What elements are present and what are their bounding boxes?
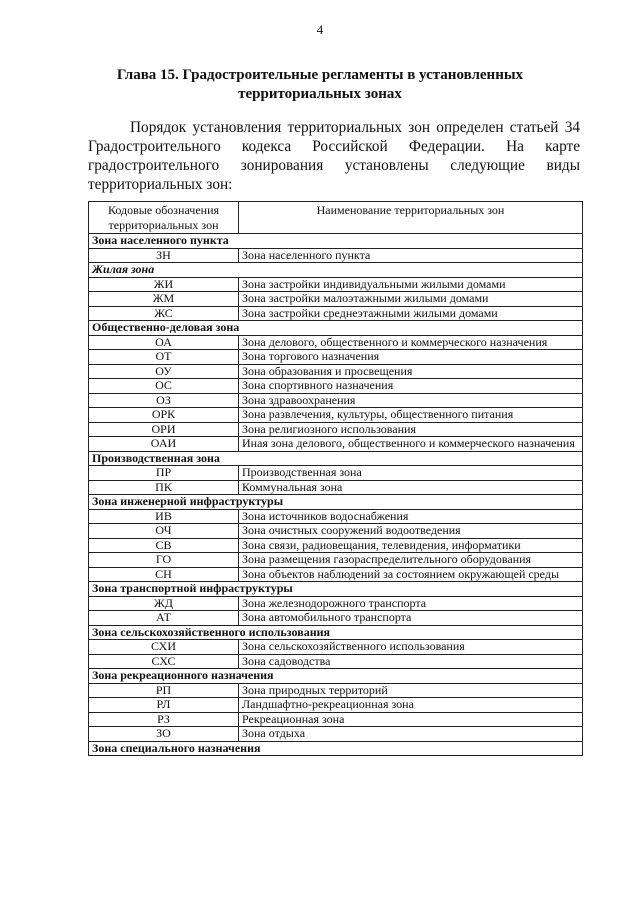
table-row bbox=[89, 640, 583, 655]
table-header-row bbox=[89, 202, 583, 234]
zone-name: Зона застройки среднеэтажными жилыми домами bbox=[239, 306, 583, 321]
zone-code: ЖМ bbox=[89, 292, 239, 307]
zone-code: ЖС bbox=[89, 306, 239, 321]
zone-code: РЗ bbox=[89, 712, 239, 727]
table-row bbox=[89, 350, 583, 365]
zone-name: Коммунальная зона bbox=[239, 480, 583, 495]
zone-name: Иная зона делового, общественного и коммерческого назначения bbox=[239, 437, 583, 452]
table-row bbox=[89, 596, 583, 611]
zone-code: ПК bbox=[89, 480, 239, 495]
zone-group-row bbox=[89, 741, 583, 756]
zone-code: ЖИ bbox=[89, 277, 239, 292]
chapter-title-line-2: территориальных зонах bbox=[238, 86, 402, 102]
table-row bbox=[89, 524, 583, 539]
zone-name: Зона делового, общественного и коммерческого назначения bbox=[239, 335, 583, 350]
zone-name: Зона объектов наблюдений за состоянием окружающей среды bbox=[239, 567, 583, 582]
zone-name: Зона религиозного использования bbox=[239, 422, 583, 437]
table-row bbox=[89, 306, 583, 321]
zone-name: Зона застройки индивидуальными жилыми домами bbox=[239, 277, 583, 292]
zone-code: ОТ bbox=[89, 350, 239, 365]
table-row bbox=[89, 567, 583, 582]
zone-code: ОЗ bbox=[89, 393, 239, 408]
table-row bbox=[89, 422, 583, 437]
zone-code: ИВ bbox=[89, 509, 239, 524]
zone-name: Зона застройки малоэтажными жилыми домами bbox=[239, 292, 583, 307]
zone-code: ПР bbox=[89, 466, 239, 481]
zone-name: Зона очистных сооружений водоотведения bbox=[239, 524, 583, 539]
zone-code: ОАИ bbox=[89, 437, 239, 452]
table-row bbox=[89, 437, 583, 452]
table-row bbox=[89, 538, 583, 553]
zone-name: Зона развлечения, культуры, общественного питания bbox=[239, 408, 583, 423]
zone-code: РЛ bbox=[89, 698, 239, 713]
zone-code: ЗН bbox=[89, 248, 239, 263]
header-name: Наименование территориальных зон bbox=[239, 202, 583, 234]
table-row bbox=[89, 466, 583, 481]
zone-name: Зона отдыха bbox=[239, 727, 583, 742]
table-row bbox=[89, 712, 583, 727]
zone-group-row bbox=[89, 234, 583, 249]
zone-name: Зона сельскохозяйственного использования bbox=[239, 640, 583, 655]
zone-name: Зона населенного пункта bbox=[239, 248, 583, 263]
intro-paragraph bbox=[88, 118, 580, 194]
zone-group-row bbox=[89, 495, 583, 510]
zone-name: Зона здравоохранения bbox=[239, 393, 583, 408]
zone-name: Зона природных территорий bbox=[239, 683, 583, 698]
table-row bbox=[89, 480, 583, 495]
zone-group-title: Зона инженерной инфраструктуры bbox=[89, 495, 583, 510]
table-row bbox=[89, 335, 583, 350]
zone-name: Зона спортивного назначения bbox=[239, 379, 583, 394]
table-row bbox=[89, 408, 583, 423]
zone-name: Производственная зона bbox=[239, 466, 583, 481]
zone-group-title: Общественно-деловая зона bbox=[89, 321, 583, 336]
zone-code: АТ bbox=[89, 611, 239, 626]
intro-text: Порядок установления территориальных зон определен статьей 34 Градостроительного кодекса Российской Федерации. На карте градостроительного зонирования установлены следующие виды территориальных зон: bbox=[88, 119, 580, 193]
zone-code: РП bbox=[89, 683, 239, 698]
table-row bbox=[89, 277, 583, 292]
table-row bbox=[89, 292, 583, 307]
zone-name: Ландшафтно-рекреационная зона bbox=[239, 698, 583, 713]
zone-code: ОА bbox=[89, 335, 239, 350]
zone-group-title: Зона специального назначения bbox=[89, 741, 583, 756]
table-row bbox=[89, 727, 583, 742]
zone-code: ОС bbox=[89, 379, 239, 394]
zone-group-title: Зона сельскохозяйственного использования bbox=[89, 625, 583, 640]
zone-code: ОЧ bbox=[89, 524, 239, 539]
zone-group-row bbox=[89, 321, 583, 336]
zone-group-title: Производственная зона bbox=[89, 451, 583, 466]
zone-code: СХИ bbox=[89, 640, 239, 655]
table-row bbox=[89, 683, 583, 698]
zone-group-row bbox=[89, 451, 583, 466]
table-row bbox=[89, 654, 583, 669]
table-row bbox=[89, 611, 583, 626]
table-row bbox=[89, 364, 583, 379]
zones-table-body bbox=[89, 234, 583, 756]
zone-name: Зона размещения газораспределительного оборудования bbox=[239, 553, 583, 568]
zone-code: ОРК bbox=[89, 408, 239, 423]
zone-code: ГО bbox=[89, 553, 239, 568]
zone-code: СН bbox=[89, 567, 239, 582]
zone-group-row bbox=[89, 582, 583, 597]
zone-code: ЖД bbox=[89, 596, 239, 611]
zone-group-row bbox=[89, 625, 583, 640]
zone-group-title: Жилая зона bbox=[89, 263, 583, 278]
zones-table bbox=[88, 201, 583, 756]
page-number: 4 bbox=[316, 22, 324, 37]
zone-group-row bbox=[89, 263, 583, 278]
zone-name: Зона торгового назначения bbox=[239, 350, 583, 365]
table-row bbox=[89, 553, 583, 568]
header-code: Кодовые обозначения территориальных зон bbox=[89, 202, 239, 234]
zone-group-title: Зона транспортной инфраструктуры bbox=[89, 582, 583, 597]
zone-code: ЗО bbox=[89, 727, 239, 742]
zone-name: Зона образования и просвещения bbox=[239, 364, 583, 379]
table-row bbox=[89, 509, 583, 524]
zone-code: ОРИ bbox=[89, 422, 239, 437]
chapter-title bbox=[0, 66, 640, 104]
zone-name: Зона связи, радиовещания, телевидения, информатики bbox=[239, 538, 583, 553]
zone-name: Зона источников водоснабжения bbox=[239, 509, 583, 524]
zone-name: Зона автомобильного транспорта bbox=[239, 611, 583, 626]
zone-code: ОУ bbox=[89, 364, 239, 379]
zone-code: СХС bbox=[89, 654, 239, 669]
zone-name: Зона железнодорожного транспорта bbox=[239, 596, 583, 611]
zone-group-title: Зона населенного пункта bbox=[89, 234, 583, 249]
zone-name: Рекреационная зона bbox=[239, 712, 583, 727]
chapter-title-line-1: Глава 15. Градостроительные регламенты в установленных bbox=[116, 67, 524, 83]
zone-name: Зона садоводства bbox=[239, 654, 583, 669]
zone-group-title: Зона рекреационного назначения bbox=[89, 669, 583, 684]
zone-code: СВ bbox=[89, 538, 239, 553]
zone-group-row bbox=[89, 669, 583, 684]
table-row bbox=[89, 698, 583, 713]
table-row bbox=[89, 379, 583, 394]
table-row bbox=[89, 248, 583, 263]
table-row bbox=[89, 393, 583, 408]
